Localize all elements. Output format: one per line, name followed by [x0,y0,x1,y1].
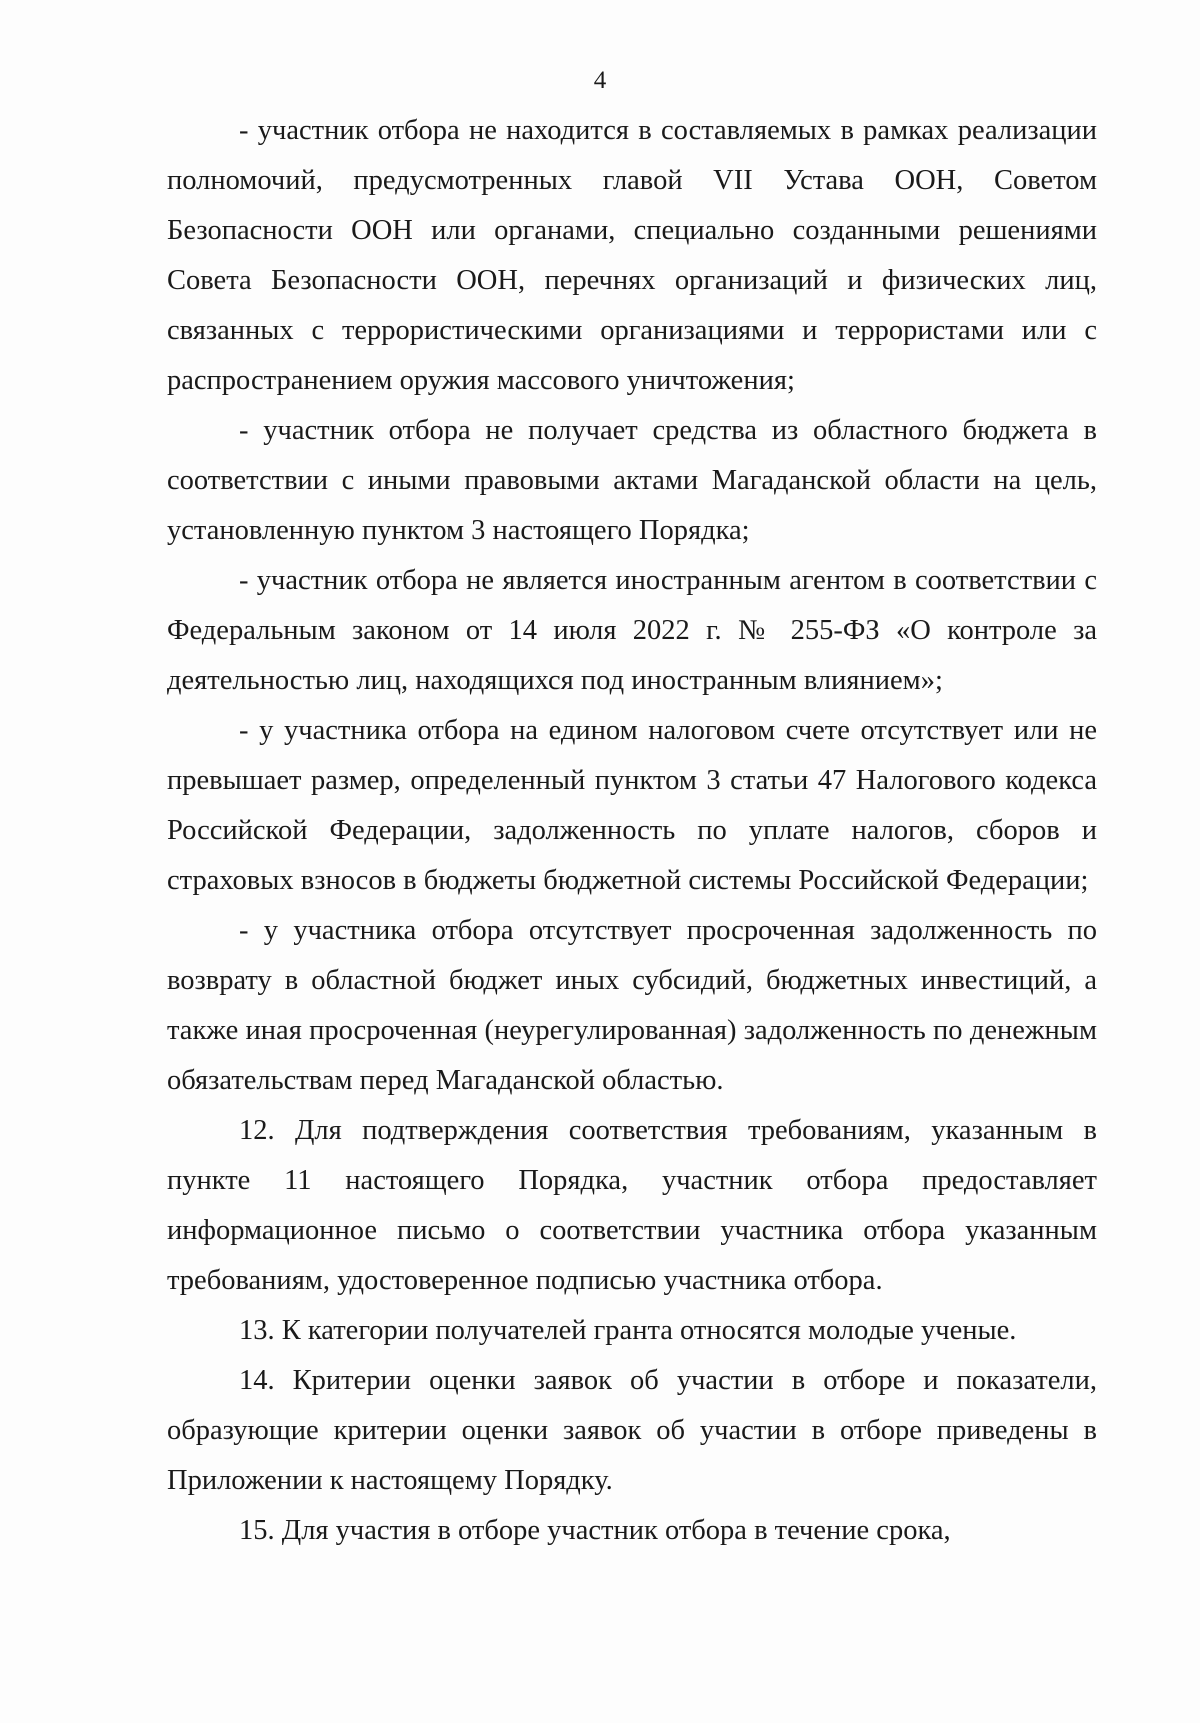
document-body [167,106,1097,1556]
paragraph-un-sanctions-lists: - участник отбора не находится в составляемых в рамках реализации полномочий, предусмотренных главой VII Устава ООН, Советом Безопасности ООН или органами, специально созданными решениями Совета Безопасности ООН, перечнях организаций и физических лиц, связанных с террористическими организациями и террористами или с распространением оружия массового уничтожения; [167,115,1097,396]
paragraph-tax-debt: - у участника отбора на едином налоговом счете отсутствует или не превышает размер, определенный пунктом 3 статьи 47 Налогового кодекса Российской Федерации, задолженность по уплате налогов, сборов и страховых взносов в бюджеты бюджетной системы Российской Федерации; [167,715,1097,896]
paragraph-item-15: 15. Для участия в отборе участник отбора в течение срока, [239,1515,951,1546]
paragraph-item-14: 14. Критерии оценки заявок об участии в отборе и показатели, образующие критерии оценки заявок об участии в отборе приведены в Приложении к настоящему Порядку. [167,1365,1097,1496]
paragraph-item-13: 13. К категории получателей гранта относятся молодые ученые. [239,1315,1017,1346]
paragraph-overdue-debt: - у участника отбора отсутствует просроченная задолженность по возврату в областной бюджет иных субсидий, бюджетных инвестиций, а также иная просроченная (неурегулированная) задолженность по денежным обязательствам перед Магаданской областью. [167,915,1097,1096]
page-number: 4 [593,67,607,94]
paragraph-regional-budget-funds: - участник отбора не получает средства из областного бюджета в соответствии с иными правовыми актами Магаданской области на цель, установленную пунктом 3 настоящего Порядка; [167,415,1097,546]
paragraph-foreign-agent: - участник отбора не является иностранным агентом в соответствии с Федеральным законом от 14 июля 2022 г. № 255-ФЗ «О контроле за деятельностью лиц, находящихся под иностранным влиянием»; [167,565,1097,696]
paragraph-item-12: 12. Для подтверждения соответствия требованиям, указанным в пункте 11 настоящего Порядка, участник отбора предоставляет информационное письмо о соответствии участника отбора указанным требованиям, удостоверенное подписью участника отбора. [167,1115,1097,1296]
